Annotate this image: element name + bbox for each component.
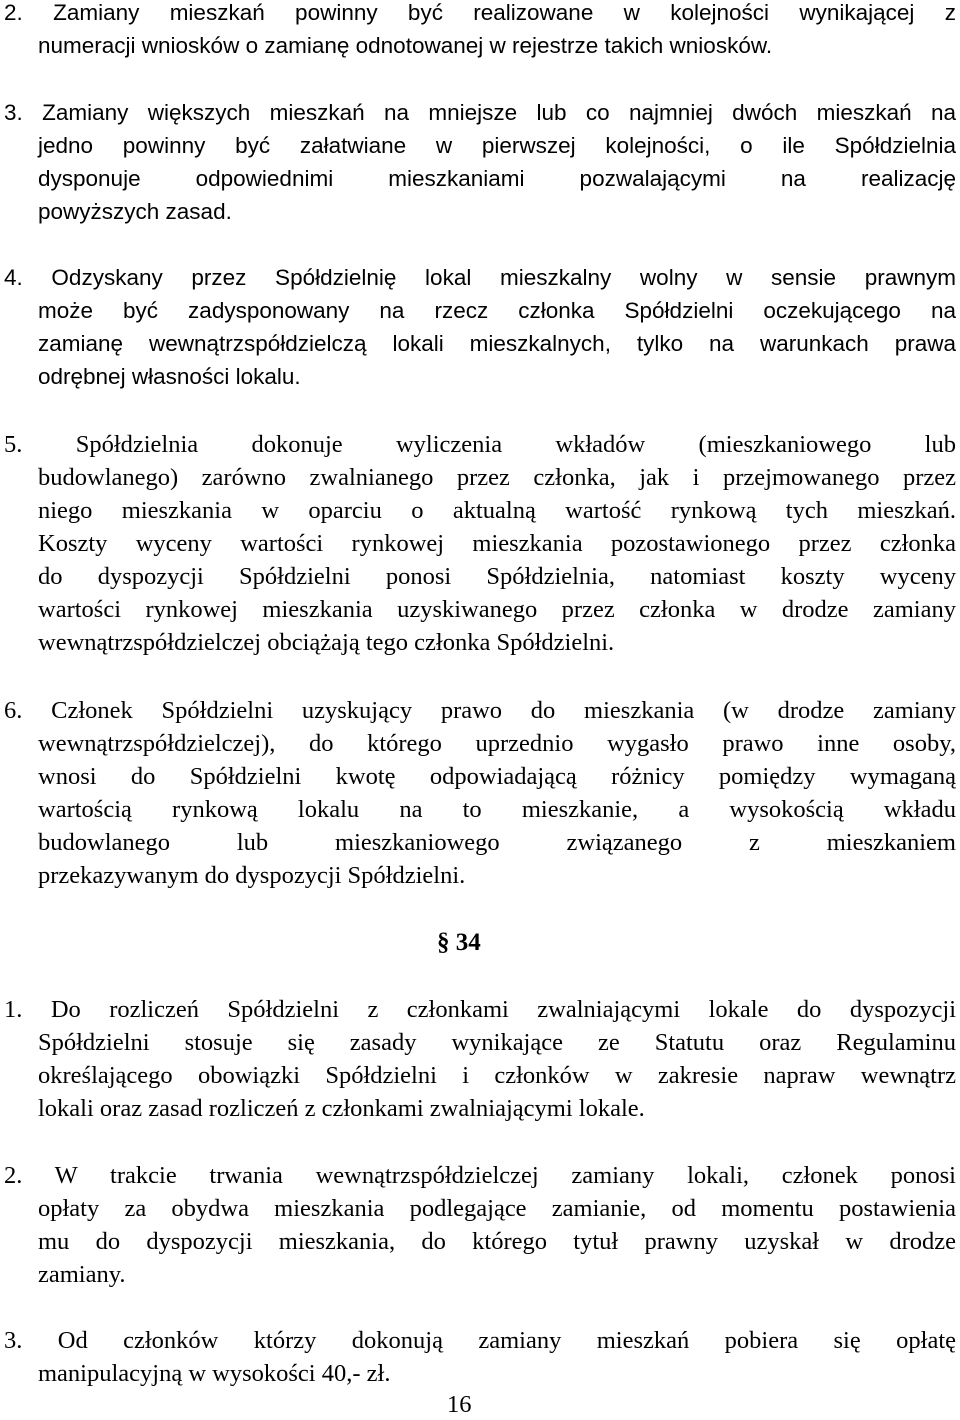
text-line: 5. Spółdzielnia dokonuje wyliczenia wkładów (mieszkaniowego lub — [4, 431, 956, 458]
text-line: zamiany. — [38, 1261, 126, 1288]
text-line: zamianę wewnątrzspółdzielczą lokali mieszkalnych, tylko na warunkach prawa — [38, 331, 956, 356]
list-item — [4, 0, 956, 62]
list-item — [4, 1324, 956, 1390]
text-line: wewnątrzspółdzielczej), do którego uprzednio wygasło prawo inne osoby, — [38, 730, 956, 757]
text-line: może być zadysponowany na rzecz członka Spółdzielni oczekującego na — [38, 298, 956, 323]
text-line: opłaty za obydwa mieszkania podlegające zamianie, od momentu postawienia — [38, 1195, 956, 1222]
text-line: wartości rynkowej mieszkania uzyskiwanego przez członka w drodze zamiany — [38, 596, 956, 623]
list-item — [4, 428, 956, 659]
text-line: wewnątrzspółdzielczej obciążają tego członka Spółdzielni. — [38, 629, 615, 656]
page-number: 16 — [447, 1391, 472, 1418]
text-line: 3. Od członków którzy dokonują zamiany mieszkań pobiera się opłatę — [4, 1327, 956, 1354]
section-heading: § 34 — [437, 929, 481, 956]
list-item — [4, 96, 956, 228]
text-line: do dyspozycji Spółdzielni ponosi Spółdzielnia, natomiast koszty wyceny — [38, 563, 956, 590]
text-line: odrębnej własności lokalu. — [38, 364, 301, 389]
text-line: niego mieszkania w oparciu o aktualną wartość rynkową tych mieszkań. — [38, 497, 956, 524]
text-line: 2. Zamiany mieszkań powinny być realizowane w kolejności wynikającej z — [4, 0, 956, 25]
text-line: 1. Do rozliczeń Spółdzielni z członkami zwalniającymi lokale do dyspozycji — [4, 996, 956, 1023]
text-line: wartością rynkową lokalu na to mieszkanie, a wysokością wkładu — [38, 796, 956, 823]
text-line: 3. Zamiany większych mieszkań na mniejsze lub co najmniej dwóch mieszkań na — [4, 100, 956, 125]
text-line: Koszty wyceny wartości rynkowej mieszkania pozostawionego przez członka — [38, 530, 956, 557]
list-item — [4, 993, 956, 1125]
list-item — [4, 694, 956, 892]
text-line: jedno powinny być załatwiane w pierwszej kolejności, o ile Spółdzielnia — [38, 133, 956, 158]
list-item — [4, 261, 956, 393]
text-line: 4. Odzyskany przez Spółdzielnię lokal mieszkalny wolny w sensie prawnym — [4, 265, 956, 290]
text-line: lokali oraz zasad rozliczeń z członkami zwalniającymi lokale. — [38, 1095, 645, 1122]
text-line: określającego obowiązki Spółdzielni i członków w zakresie napraw wewnątrz — [38, 1062, 956, 1089]
text-line: powyższych zasad. — [38, 199, 232, 224]
list-item — [4, 1159, 956, 1291]
text-line: przekazywanym do dyspozycji Spółdzielni. — [38, 862, 466, 889]
text-line: wnosi do Spółdzielni kwotę odpowiadającą różnicy pomiędzy wymaganą — [38, 763, 956, 790]
text-line: numeracji wniosków o zamianę odnotowanej w rejestrze takich wniosków. — [38, 33, 773, 58]
text-line: mu do dyspozycji mieszkania, do którego tytuł prawny uzyskał w drodze — [38, 1228, 956, 1255]
text-line: manipulacyjną w wysokości 40,- zł. — [38, 1360, 391, 1387]
text-line: Spółdzielni stosuje się zasady wynikające ze Statutu oraz Regulaminu — [38, 1029, 956, 1056]
text-line: budowlanego) zarówno zwalnianego przez członka, jak i przejmowanego przez — [38, 464, 956, 491]
text-line: 6. Członek Spółdzielni uzyskujący prawo do mieszkania (w drodze zamiany — [4, 697, 956, 724]
text-line: dysponuje odpowiednimi mieszkaniami pozwalającymi na realizację — [38, 166, 956, 191]
text-line: 2. W trakcie trwania wewnątrzspółdzielczej zamiany lokali, członek ponosi — [4, 1162, 956, 1189]
text-line: budowlanego lub mieszkaniowego związanego z mieszkaniem — [38, 829, 956, 856]
